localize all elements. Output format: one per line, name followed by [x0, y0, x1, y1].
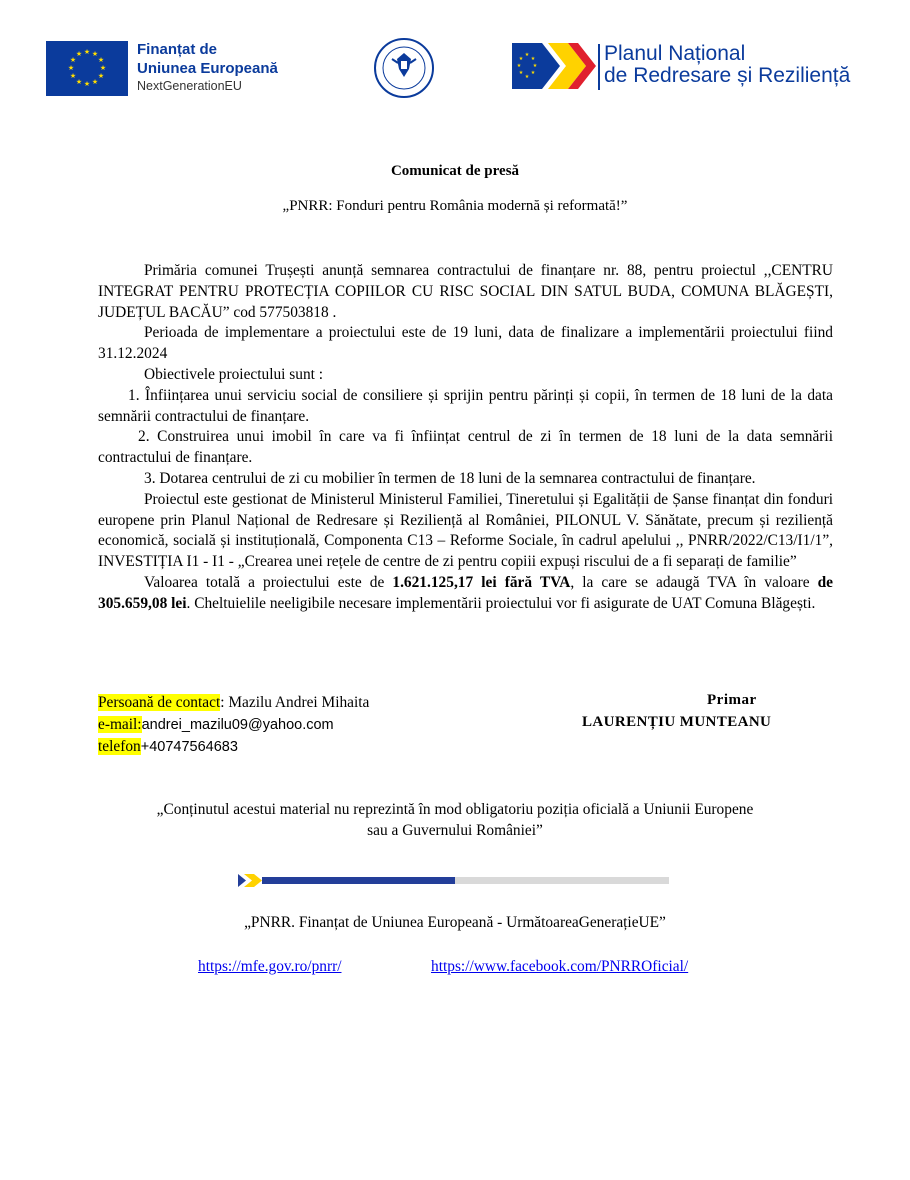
pnrr-logo-text: [604, 43, 850, 87]
contact-email-label: e-mail:: [98, 715, 142, 733]
vat-amount: de 305.659,08 lei: [98, 573, 834, 612]
svg-text:★: ★: [532, 63, 538, 69]
svg-text:★: ★: [530, 56, 536, 62]
signature-name: LAURENȚIU MUNTEANU: [582, 714, 772, 730]
contact-phone-label: telefon: [98, 738, 141, 755]
svg-text:★: ★: [99, 64, 107, 72]
footer-text: „PNRR. Finanțat de Uniunea Europeană - UrmătoareaGenerațieUE”: [244, 914, 666, 931]
svg-text:★: ★: [518, 70, 524, 76]
svg-text:★: ★: [67, 64, 75, 72]
eu-line1: Finanțat de: [137, 41, 218, 58]
contact-person-line: [98, 692, 369, 714]
paragraph-objectives-heading: Obiectivele proiectului sunt :: [144, 365, 324, 383]
contact-email-value[interactable]: andrei_mazilu09@yahoo.com: [141, 716, 334, 733]
contact-person-label: Persoană de contact: [98, 694, 221, 711]
document-subtitle: „PNRR: Fonduri pentru România modernă și reformată!”: [282, 198, 628, 214]
pnrr-separator: [598, 44, 600, 90]
eu-line3: NextGenerationEU: [137, 79, 242, 93]
pnrr-logo-icon: [512, 43, 596, 89]
objective-3: 3. Dotarea centrului de zi cu mobilier în termen de 18 luni de la semnarea contractului de finanțare.: [144, 469, 756, 487]
eu-flag-icon: [46, 41, 128, 96]
contact-block: [98, 692, 369, 759]
pnrr-line2: de Redresare și Reziliență: [604, 64, 851, 87]
disclaimer-line2: sau a Guvernului României”: [367, 822, 543, 839]
footer-bar-grey: [455, 877, 669, 884]
svg-text:★: ★: [530, 70, 536, 76]
value-text-a: Valoarea totală a proiectului este de: [144, 573, 393, 591]
pnrr-line1: Planul Național: [604, 42, 746, 65]
svg-text:★: ★: [97, 72, 105, 80]
contact-phone-value: +40747564683: [140, 739, 238, 755]
svg-text:★: ★: [91, 50, 99, 58]
svg-text:★: ★: [97, 56, 105, 64]
objective-2: 2. Construirea unui imobil în care va fi înființat centrul de zi în termen de 18 luni de la data semnării contractului de finanțare.: [98, 428, 833, 467]
value-text-c: , la care se adaugă TVA în valoare: [570, 573, 818, 591]
value-text-e: . Cheltuielile neeligibile necesare implementării proiectului vor fi asigurate de UAT Comuna Blăgești.: [186, 594, 816, 612]
contact-phone-line: [98, 736, 369, 759]
svg-text:★: ★: [91, 78, 99, 86]
disclaimer: [0, 799, 910, 841]
svg-text:★: ★: [75, 50, 83, 58]
mfe-pnrr-link[interactable]: https://mfe.gov.ro/pnrr/: [198, 958, 342, 975]
contact-email-line: [98, 714, 369, 737]
paragraph-value: [98, 573, 833, 615]
government-seal-icon: [373, 37, 435, 99]
svg-text:★: ★: [83, 80, 91, 88]
press-release-body: [98, 261, 833, 615]
contact-person-value: : Mazilu Andrei Mihaita: [220, 694, 370, 711]
svg-text:★: ★: [518, 56, 524, 62]
paragraph-management: Proiectul este gestionat de Ministerul Ministerul Familiei, Tineretului și Egalității de Șanse finanțat din fonduri europene prin Planul Național de Redresare și Reziliență al României, PILONUL V. Sănătate, precum și reziliență economică, socială și instituțională, Componenta C13 – Reforme Sociale, în cadrul apelului ,, PNRR/2022/C13/I1/1”, INVESTIȚIA I1 - I1 - „Crearea unei rețele de centre de zi pentru copiii expuși riscului de a fi separați de familie”: [98, 490, 833, 571]
svg-text:★: ★: [524, 52, 530, 58]
document-title: Comunicat de presă: [390, 163, 520, 179]
svg-text:★: ★: [83, 48, 91, 56]
svg-text:★: ★: [69, 56, 77, 64]
footer-bar-blue: [262, 877, 455, 884]
svg-text:★: ★: [516, 63, 522, 69]
paragraph-announcement: Primăria comunei Trușești anunță semnarea contractului de finanțare nr. 88, pentru proiectul ,,CENTRU INTEGRAT PENTRU PROTECȚIA COPIILOR CU RISC SOCIAL DIN SATUL BUDA, COMUNA BLĂGEȘTI, JUDEȚUL BACĂU” cod 577503818 .: [98, 262, 833, 321]
signature-role: Primar: [707, 692, 757, 708]
svg-text:★: ★: [69, 72, 77, 80]
disclaimer-line1: „Conținutul acestui material nu reprezintă în mod obligatoriu poziția oficială a Uniunii Europene: [156, 801, 754, 818]
eu-funding-logo-text: [137, 40, 278, 95]
svg-text:★: ★: [75, 78, 83, 86]
facebook-pnrr-link[interactable]: https://www.facebook.com/PNRROficial/: [431, 958, 689, 975]
svg-text:★: ★: [524, 74, 530, 80]
paragraph-period: Perioada de implementare a proiectului este de 19 luni, data de finalizare a implementării proiectului fiind 31.12.2024: [98, 324, 833, 363]
eu-line2: Uniunea Europeană: [137, 60, 278, 77]
value-amount: 1.621.125,17 lei fără TVA: [392, 573, 571, 591]
objective-1: 1. Înființarea unui serviciu social de consiliere și sprijin pentru părinți și copii, în termen de 18 luni de la data semnării contractului de finanțare.: [98, 386, 833, 425]
chevron-arrows-icon: [238, 874, 264, 887]
